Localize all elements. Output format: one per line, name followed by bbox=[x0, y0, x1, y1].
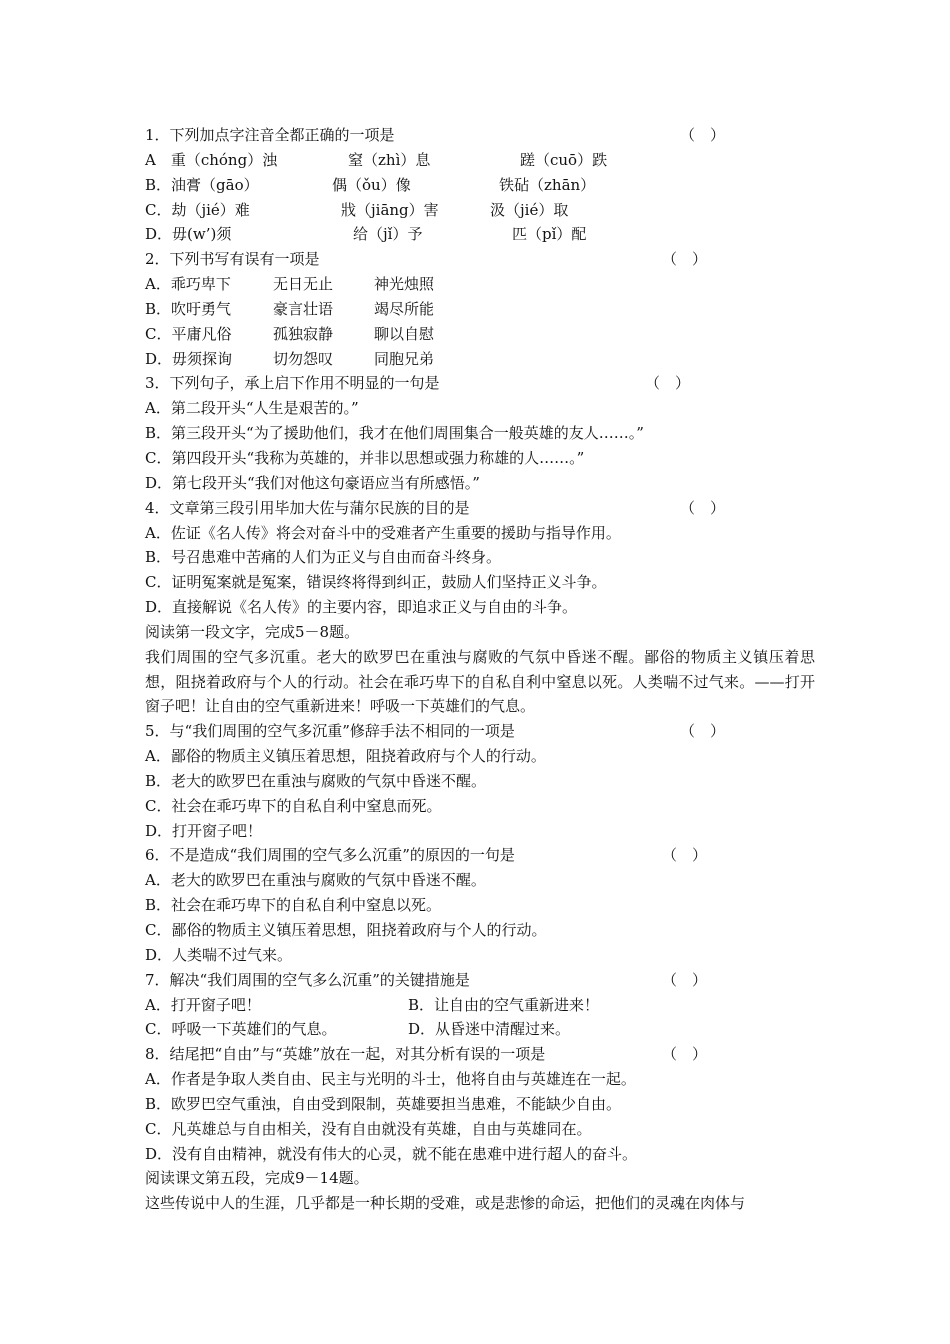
option-col-1: B．油膏（gāo） bbox=[145, 175, 259, 194]
q2-row-d bbox=[145, 347, 815, 372]
q2-row-b bbox=[145, 297, 815, 322]
option-col-1: C．平庸凡俗 bbox=[145, 324, 232, 343]
q7-row-cd bbox=[145, 1017, 815, 1042]
question-4-stem bbox=[145, 496, 815, 521]
reading-1-intro: 阅读第一段文字，完成5－8题。 bbox=[145, 622, 360, 641]
q4-option-c: C．证明冤案就是冤案，错误终将得到纠正，鼓励人们坚持正义斗争。 bbox=[145, 573, 607, 592]
option-col-3: 铁砧（zhān） bbox=[499, 175, 596, 194]
option-col-2: 孤独寂静 bbox=[273, 324, 334, 343]
option-col-2: 切勿怨叹 bbox=[273, 349, 334, 368]
q7-option-a: A．打开窗子吧！ bbox=[145, 995, 261, 1014]
answer-blank: （ ） bbox=[662, 250, 708, 269]
q5-option-d: D．打开窗子吧！ bbox=[145, 821, 263, 840]
q5-option-c: C．社会在乖巧卑下的自私自利中窒息而死。 bbox=[145, 796, 442, 815]
reading-2-passage: 这些传说中人的生涯，几乎都是一种长期的受难，或是悲惨的命运，把他们的灵魂在肉体与 bbox=[145, 1194, 746, 1213]
q1-row-d bbox=[145, 222, 815, 247]
q3-option-c: C．第四段开头“我称为英雄的，并非以思想或强力称雄的人……。” bbox=[145, 448, 585, 467]
q6-option-d: D．人类喘不过气来。 bbox=[145, 945, 293, 964]
option-col-1: A．乖巧卑下 bbox=[145, 275, 231, 294]
option-col-3: 神光烛照 bbox=[374, 275, 435, 294]
answer-blank: （ ） bbox=[645, 374, 691, 393]
q1-row-c bbox=[145, 198, 815, 223]
option-col-1: A 重（chóng）浊 bbox=[145, 150, 278, 169]
answer-blank: （ ） bbox=[680, 722, 726, 741]
q7-option-d: D．从昏迷中清醒过来。 bbox=[408, 1020, 571, 1039]
question-stem: 7．解决“我们周围的空气多么沉重”的关键措施是 bbox=[145, 970, 470, 989]
q3-option-a: A．第二段开头“人生是艰苦的。” bbox=[145, 399, 359, 418]
q3-option-b: B．第三段开头“为了援助他们，我才在他们周围集合一般英雄的友人……。” bbox=[145, 424, 644, 443]
question-stem: 3．下列句子，承上启下作用不明显的一句是 bbox=[145, 374, 440, 393]
q8-option-b: B．欧罗巴空气重浊，自由受到限制，英雄要担当患难，不能缺少自由。 bbox=[145, 1094, 622, 1113]
q2-row-a bbox=[145, 272, 815, 297]
answer-blank: （ ） bbox=[662, 1045, 708, 1064]
question-7-stem bbox=[145, 968, 815, 993]
q8-option-c: C．凡英雄总与自由相关，没有自由就没有英雄，自由与英雄同在。 bbox=[145, 1119, 592, 1138]
option-col-2: 无日无止 bbox=[273, 275, 334, 294]
q1-row-a bbox=[145, 148, 815, 173]
option-col-1: D．毋须探询 bbox=[145, 349, 233, 368]
q6-option-a: A．老大的欧罗巴在重浊与腐败的气氛中昏迷不醒。 bbox=[145, 871, 486, 890]
question-1-stem bbox=[145, 123, 815, 148]
q4-option-b: B．号召患难中苦痛的人们为正义与自由而奋斗终身。 bbox=[145, 548, 502, 567]
q3-option-d: D．第七段开头“我们对他这句豪语应当有所感悟。” bbox=[145, 473, 480, 492]
question-stem: 2．下列书写有误有一项是 bbox=[145, 250, 320, 269]
q4-option-a: A．佐证《名人传》将会对奋斗中的受难者产生重要的援助与指导作用。 bbox=[145, 523, 621, 542]
q7-row-ab bbox=[145, 993, 815, 1018]
option-col-1: D．毋(w’)须 bbox=[145, 225, 232, 244]
question-6-stem bbox=[145, 843, 815, 868]
q6-option-b: B．社会在乖巧卑下的自私自利中窒息以死。 bbox=[145, 896, 442, 915]
question-3-stem bbox=[145, 371, 815, 396]
option-col-2: 偶（ǒu）像 bbox=[332, 175, 411, 194]
q4-option-d: D．直接解说《名人传》的主要内容，即追求正义与自由的斗争。 bbox=[145, 598, 578, 617]
document-page bbox=[145, 123, 815, 1216]
question-5-stem bbox=[145, 719, 815, 744]
option-col-3: 同胞兄弟 bbox=[374, 349, 435, 368]
q1-row-b bbox=[145, 173, 815, 198]
option-col-3: 匹（pǐ）配 bbox=[512, 225, 587, 244]
q2-row-c bbox=[145, 322, 815, 347]
option-col-1: C．劫（jié）难 bbox=[145, 200, 250, 219]
reading-1-passage: 我们周围的空气多沉重。老大的欧罗巴在重浊与腐败的气氛中昏迷不醒。鄙俗的物质主义镇压着思想，阻挠着政府与个人的行动。社会在乖巧卑下的自私自利中窒息以死。人类喘不过气来。——打开窗子吧！让自由的空气重新进来！呼吸一下英雄们的气息。 bbox=[145, 647, 815, 716]
option-col-2: 戕（jiāng）害 bbox=[341, 200, 439, 219]
reading-2-intro: 阅读课文第五段，完成9－14题。 bbox=[145, 1169, 369, 1188]
question-stem: 1．下列加点字注音全都正确的一项是 bbox=[145, 126, 395, 144]
q8-option-a: A．作者是争取人类自由、民主与光明的斗士，他将自由与英雄连在一起。 bbox=[145, 1070, 636, 1089]
answer-blank: （ ） bbox=[662, 970, 708, 989]
option-col-2: 豪言壮语 bbox=[273, 299, 334, 318]
q5-option-a: A．鄙俗的物质主义镇压着思想，阻挠着政府与个人的行动。 bbox=[145, 747, 546, 766]
option-col-3: 蹉（cuō）跌 bbox=[520, 150, 608, 169]
q6-option-c: C．鄙俗的物质主义镇压着思想，阻挠着政府与个人的行动。 bbox=[145, 921, 547, 939]
option-col-2: 给（jǐ）予 bbox=[353, 225, 423, 244]
option-col-2: 窒（zhì）息 bbox=[348, 150, 431, 169]
question-2-stem bbox=[145, 247, 815, 272]
option-col-3: 汲（jié）取 bbox=[490, 200, 569, 219]
answer-blank: （ ） bbox=[680, 498, 726, 517]
answer-blank: （ ） bbox=[662, 846, 708, 865]
question-stem: 4．文章第三段引用毕加大佐与蒲尔民族的目的是 bbox=[145, 498, 470, 517]
question-stem: 5．与“我们周围的空气多沉重”修辞手法不相同的一项是 bbox=[145, 722, 515, 741]
q7-option-c: C．呼吸一下英雄们的气息。 bbox=[145, 1020, 337, 1039]
q8-option-d: D．没有自由精神，就没有伟大的心灵，就不能在患难中进行超人的奋斗。 bbox=[145, 1144, 638, 1163]
option-col-3: 竭尽所能 bbox=[374, 299, 435, 318]
q5-option-b: B．老大的欧罗巴在重浊与腐败的气氛中昏迷不醒。 bbox=[145, 771, 487, 790]
question-stem: 6．不是造成“我们周围的空气多么沉重”的原因的一句是 bbox=[145, 846, 515, 865]
question-8-stem bbox=[145, 1042, 815, 1067]
q7-option-b: B．让自由的空气重新进来！ bbox=[408, 995, 600, 1014]
option-col-3: 聊以自慰 bbox=[374, 324, 435, 343]
question-stem: 8．结尾把“自由”与“英雄”放在一起，对其分析有误的一项是 bbox=[145, 1045, 546, 1064]
answer-blank: （ ） bbox=[680, 126, 726, 144]
option-col-1: B．吹吁勇气 bbox=[145, 299, 232, 318]
